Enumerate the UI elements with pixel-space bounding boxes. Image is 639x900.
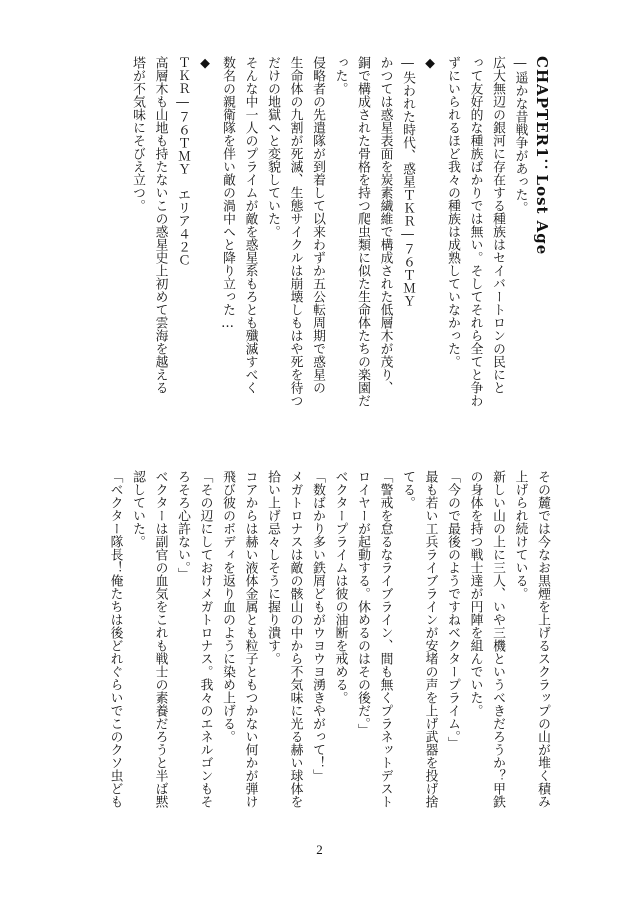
text-line: った。 <box>332 56 348 95</box>
text-line: ずにいられるほど我々の種族は成熟していなかった。 <box>445 56 460 368</box>
section-divider: ◆ <box>197 56 213 72</box>
text-line: かつては惑星表面を炭素繊維で構成された低層木が茂り、 <box>377 56 393 394</box>
text-line: ベクタープライムは彼の油断を戒める。 <box>332 470 348 704</box>
text-line: 最も若い工兵ライブラインが安堵の声を上げ武器を投げ捨 <box>422 470 438 808</box>
text-line: 拾い上げ忌々しそうに握り潰す。 <box>265 470 280 665</box>
text-line: 新しい山の上に三人、いや三機というべきだろうか？甲鉄 <box>490 470 505 808</box>
upper-text-block <box>126 56 554 416</box>
text-line: 塔が不気味にそびえ立つ。 <box>130 56 145 212</box>
text-line: そんな中一人のプライムが敵を惑星系もろとも殲滅すべく <box>242 56 258 394</box>
text-line: 高層木も山地も持たないこの惑星史上初めて雲海を越える <box>152 56 168 394</box>
section-divider: ◆ <box>422 56 438 72</box>
text-line: ―遥かな昔戦争があった。 <box>512 56 528 215</box>
text-line: 飛び彼のボディを返り血のように染め上げる。 <box>220 470 235 743</box>
text-line: 「ベクター隊長！俺たちは後どれぐらいでこのクソ虫ども <box>107 470 123 808</box>
text-line: 「今ので最後のようですねベクタープライム。」 <box>445 470 460 750</box>
text-line: 「その辺にしておけメガトロナス。我々のエネルゴンもそ <box>197 470 213 808</box>
text-line: ベクターは副官の血気をこれも戦士の素養だろうと半ば黙 <box>152 470 168 808</box>
lower-text-block <box>103 470 553 840</box>
text-line: 数名の親衛隊を伴い敵の渦中へと降り立った… <box>220 56 235 332</box>
text-line: てる。 <box>400 470 415 509</box>
text-line: ろそろ心許ない。」 <box>175 470 190 581</box>
text-line: ＴＫＲ―７６ＴＭＹ エリア４２Ｃ <box>175 56 190 267</box>
text-line: メガトロナスは敵の骸山の中から不気味に光る赫い球体を <box>287 470 303 808</box>
text-line: 銅で構成された骨格を持つ爬虫類に似た生命体たちの楽園だ <box>355 56 370 407</box>
text-line: ロイヤーが起動する。休めるのはその後だ。」 <box>355 470 370 737</box>
text-line: 「警戒を怠るなライブライン、間も無くプラネットデスト <box>377 470 393 808</box>
text-line: その麓では今なお黒煙を上げるスクラップの山が堆く積み <box>535 470 550 808</box>
text-line: 生命体の九割が死滅、生態サイクルは崩壊しもはや死を待つ <box>287 56 303 407</box>
text-line: って友好的な種族ばかりでは無い。そしてそれら全てと争わ <box>467 56 483 407</box>
text-line: だけの地獄へと変貌していた。 <box>265 56 280 238</box>
text-line: 「数ばかり多い鉄屑どもがウヨウヨ湧きやがって！」 <box>310 470 325 782</box>
text-line: の身体を持つ戦士達が円陣を組んでいた。 <box>467 470 483 717</box>
text-line: 上げられ続けている。 <box>512 470 528 600</box>
text-line: コアからは赫い液体金属とも粒子ともつかない何かが弾け <box>242 470 258 808</box>
text-line: 広大無辺の銀河に存在する種族はセイバートロンの民にと <box>490 56 505 394</box>
page-number: 2 <box>316 842 323 857</box>
text-line: ―失われた時代、惑星ＴＫＲ―７６ＴＭＹ <box>400 56 415 308</box>
text-line: 侵略者の先遣隊が到着して以来わずか五公転周期で惑星の <box>310 56 325 394</box>
text-line: 認していた。 <box>130 470 145 548</box>
chapter-title: CHAPTER1：Lost Age <box>533 56 551 256</box>
